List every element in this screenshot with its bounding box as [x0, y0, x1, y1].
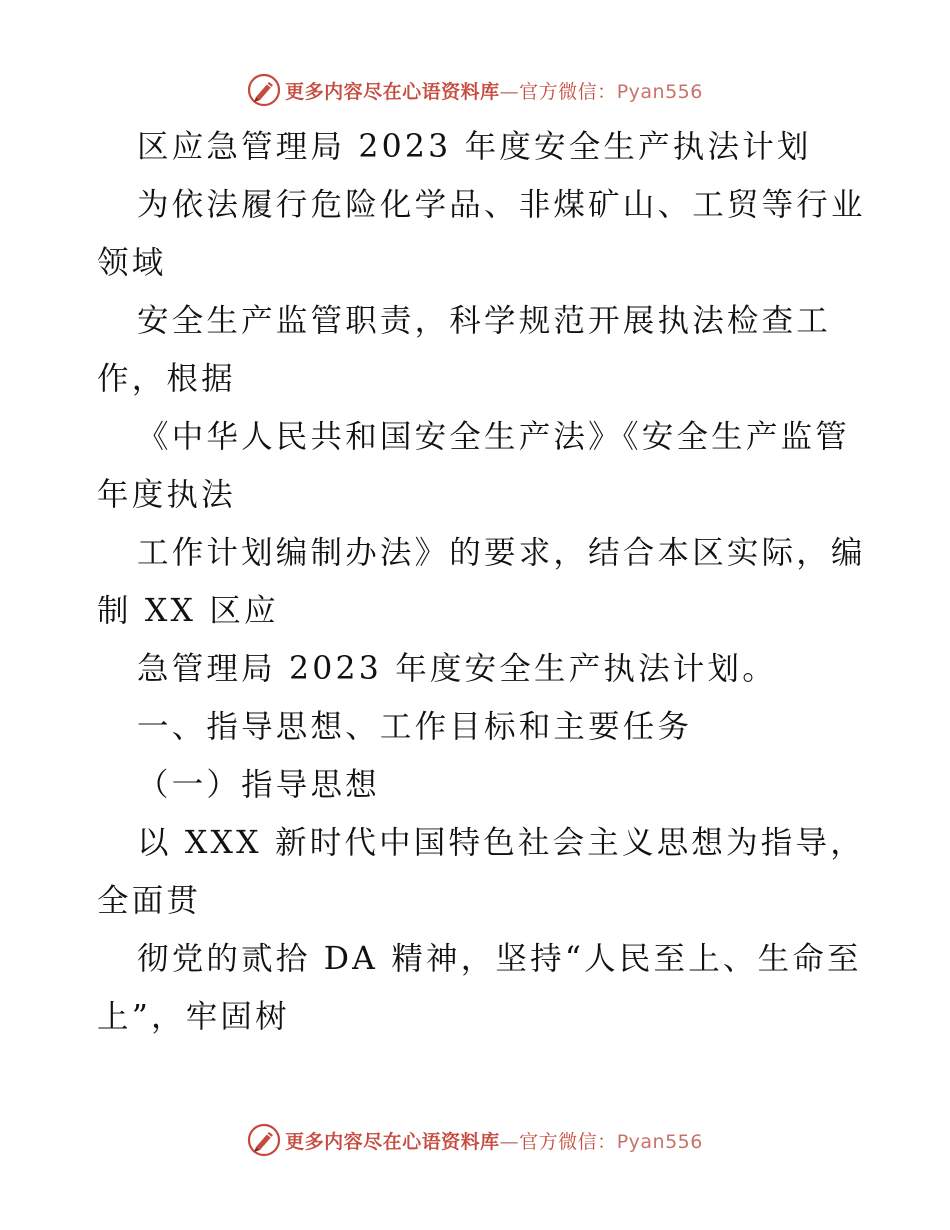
doc-line: 制 XX 区应: [97, 593, 279, 629]
doc-line: 区应急管理局 2023 年度安全生产执法计划: [137, 129, 812, 165]
section-heading: 一、指导思想、工作目标和主要任务: [137, 709, 693, 745]
document-body: [97, 118, 866, 1046]
watermark-wechat-id: Pyan556: [616, 80, 703, 103]
doc-line: 作，根据: [97, 361, 236, 397]
doc-line: 年度执法: [97, 477, 236, 513]
doc-line: 安全生产监管职责，科学规范开展执法检查工: [137, 303, 832, 339]
watermark-main-text: 更多内容尽在心语资料库: [285, 80, 500, 103]
doc-line: 彻党的贰拾 DA 精神，坚持“人民至上、生命至: [137, 941, 862, 977]
footer-watermark: [0, 1120, 950, 1160]
watermark-wechat-id: Pyan556: [616, 1130, 703, 1153]
doc-line: 工作计划编制办法》的要求，结合本区实际，编: [137, 535, 866, 571]
doc-line: 为依法履行危险化学品、非煤矿山、工贸等行业: [137, 187, 866, 223]
subsection-heading: （一）指导思想: [137, 767, 380, 803]
doc-line: 上”，牢固树: [97, 999, 290, 1035]
pen-logo-icon: [247, 73, 281, 107]
watermark-separator: —: [499, 1130, 520, 1153]
header-watermark: [0, 70, 950, 110]
doc-line: 领域: [97, 245, 167, 281]
pen-logo-icon: [247, 1123, 281, 1157]
watermark-main-text: 更多内容尽在心语资料库: [285, 1130, 500, 1153]
watermark-wechat-label: 官方微信：: [519, 1130, 617, 1153]
doc-line: 急管理局 2023 年度安全生产执法计划。: [137, 651, 777, 687]
doc-line: 以 XXX 新时代中国特色社会主义思想为指导，: [137, 825, 865, 861]
watermark-wechat-label: 官方微信：: [519, 80, 617, 103]
doc-line: 《中华人民共和国安全生产法》《安全生产监管: [137, 419, 850, 455]
watermark-separator: —: [499, 80, 520, 103]
doc-line: 全面贯: [97, 883, 202, 919]
